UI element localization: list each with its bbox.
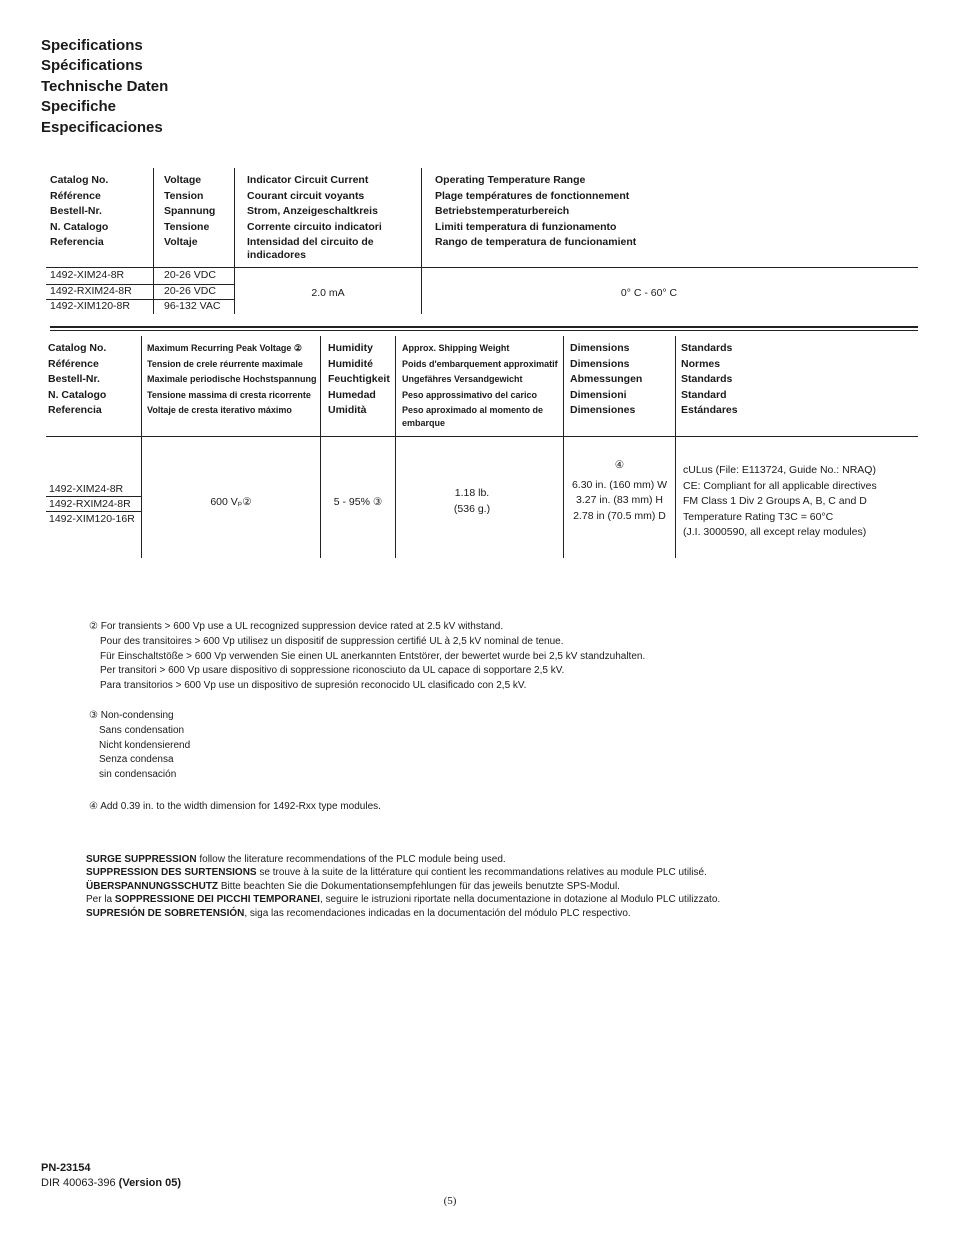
table-cell: 1492-RXIM24-8R — [50, 285, 132, 297]
humidity-value: 5 - 95% ③ — [333, 496, 383, 508]
surge-line-en: SURGE SUPPRESSION follow the literature recommendations of the PLC module being used. — [86, 854, 506, 865]
title-line: Technische Daten — [41, 77, 169, 95]
table-cell: 1492-XIM24-8R — [49, 483, 124, 495]
divider — [50, 330, 918, 331]
footnote-4: ④ Add 0.39 in. to the width dimension for 1492-Rxx type modules. — [89, 801, 381, 812]
divider — [153, 168, 154, 314]
dimensions-value: ④ 6.30 in. (160 mm) W 3.27 in. (83 mm) H 2.78 in (70.5 mm) D — [564, 458, 675, 524]
header-indicator-current: Indicator Circuit Current Courant circuit voyants Strom, Anzeigeschaltkreis Corrente circuito indicatori Intensidad del circuito de indicadores — [247, 174, 382, 261]
title-line: Specifiche — [41, 98, 117, 116]
header-catalog: Catalog No. Référence Bestell-Nr. N. Catalogo Referencia — [50, 174, 109, 248]
page-title — [41, 36, 168, 138]
header-catalog: Catalog No. Référence Bestell-Nr. N. Catalogo Referencia — [48, 342, 107, 417]
table-cell: 1492-XIM120-16R — [49, 513, 135, 525]
footnote-2: ② For transients > 600 Vp use a UL recognized suppression device rated at 2.5 kV withstand. Pour des transitoires > 600 Vp utilisez un dispositif de suppression certifié UL à 2,5 kV nominal de tenue. Für Einschaltstöße > 600 Vp verwenden Sie einen UL anerkannten Entstörer, der bewertet wurde bei 2,5 kV standzuhalten. Per transitori > 600 Vp usare dispositivo di soppressione riconosciuto da UL capace di sopportare 2,5 kV. Para transitorios > 600 Vp use un dispositivo de supresión reconocido UL clasificado con 2,5 kV. — [89, 621, 646, 692]
surge-suppression-notes — [86, 853, 720, 920]
divider — [320, 336, 321, 558]
surge-line-it: Per la SOPPRESSIONE DEI PICCHI TEMPORANEI, seguire le istruzioni riportate nella documentazione in dotazione al Modulo PLC utilizzato. — [86, 894, 721, 906]
header-weight: Approx. Shipping Weight Poids d'embarquement approximatif Ungefähres Versandgewicht Peso approssimativo del carico Peso aproximado al momento de embarque — [402, 343, 558, 428]
document-footer — [41, 1161, 181, 1191]
table-cell: 20-26 VDC — [164, 285, 216, 297]
footnote-3: ③ Non-condensing Sans condensation Nicht kondensierend Senza condensa sin condensación — [89, 710, 191, 781]
peak-voltage-value: 600 Vₚ② — [210, 496, 252, 508]
header-voltage: Voltage Tension Spannung Tensione Voltaje — [164, 174, 216, 248]
standards-value: cULus (File: E113724, Guide No.: NRAQ) CE: Compliant for all applicable directives FM Class 1 Div 2 Groups A, B, C and D Temperature Rating T3C = 60°C (J.I. 3000590, all except relay modules) — [683, 464, 877, 539]
table-cell: 1492-XIM24-8R — [50, 269, 125, 281]
divider — [563, 336, 564, 558]
title-line: Especificaciones — [41, 118, 163, 136]
title-line: Specifications — [41, 37, 143, 54]
surge-line-fr: SUPPRESSION DES SURTENSIONS se trouve à la suite de la littérature qui contient les recommandations relatives au module PLC utilisé. — [86, 867, 707, 879]
header-humidity: Humidity Humidité Feuchtigkeit Humedad Umidità — [328, 342, 390, 417]
divider — [46, 436, 918, 437]
header-peak-voltage: Maximum Recurring Peak Voltage ② Tension de crele réurrente maximale Maximale periodische Hochstspannung Tensione massima di cresta ricorrente Voltaje de cresta iterativo máximo — [147, 343, 317, 416]
divider — [141, 336, 142, 558]
header-standards: Standards Normes Standards Standard Estándares — [681, 342, 738, 417]
part-number: PN-23154 — [41, 1162, 91, 1174]
weight-value: 1.18 lb. (536 g.) — [453, 487, 491, 515]
title-line: Spécifications — [41, 57, 143, 75]
table-cell: 96-132 VAC — [164, 300, 221, 312]
dir-number: DIR 40063-396 (Version 05) — [41, 1177, 182, 1189]
header-dimensions: Dimensions Dimensions Abmessungen Dimensioni Dimensiones — [570, 342, 643, 417]
divider — [395, 336, 396, 558]
temperature-range-value: 0° C - 60° C — [620, 287, 678, 299]
table-cell: 1492-RXIM24-8R — [49, 498, 131, 510]
divider — [675, 336, 676, 558]
surge-line-de: ÜBERSPANNUNGSSCHUTZ Bitte beachten Sie die Dokumentationsempfehlungen für das jeweils benutzte SPS-Modul. — [86, 880, 620, 892]
table-cell: 20-26 VDC — [164, 269, 216, 281]
surge-line-es: SUPRESIÓN DE SOBRETENSIÓN, siga las recomendaciones indicadas en la documentación del módulo PLC respectivo. — [86, 907, 631, 919]
table-cell: 1492-XIM120-8R — [50, 300, 130, 312]
divider — [50, 326, 918, 328]
footnote-marker: ④ — [614, 459, 625, 471]
header-temperature: Operating Temperature Range Plage températures de fonctionnement Betriebstemperaturbereich Limiti temperatura di funzionamento Rango de temperatura de funcionamient — [435, 174, 637, 248]
page-number: (5) — [443, 1195, 457, 1207]
indicator-current-value: 2.0 mA — [311, 287, 345, 299]
